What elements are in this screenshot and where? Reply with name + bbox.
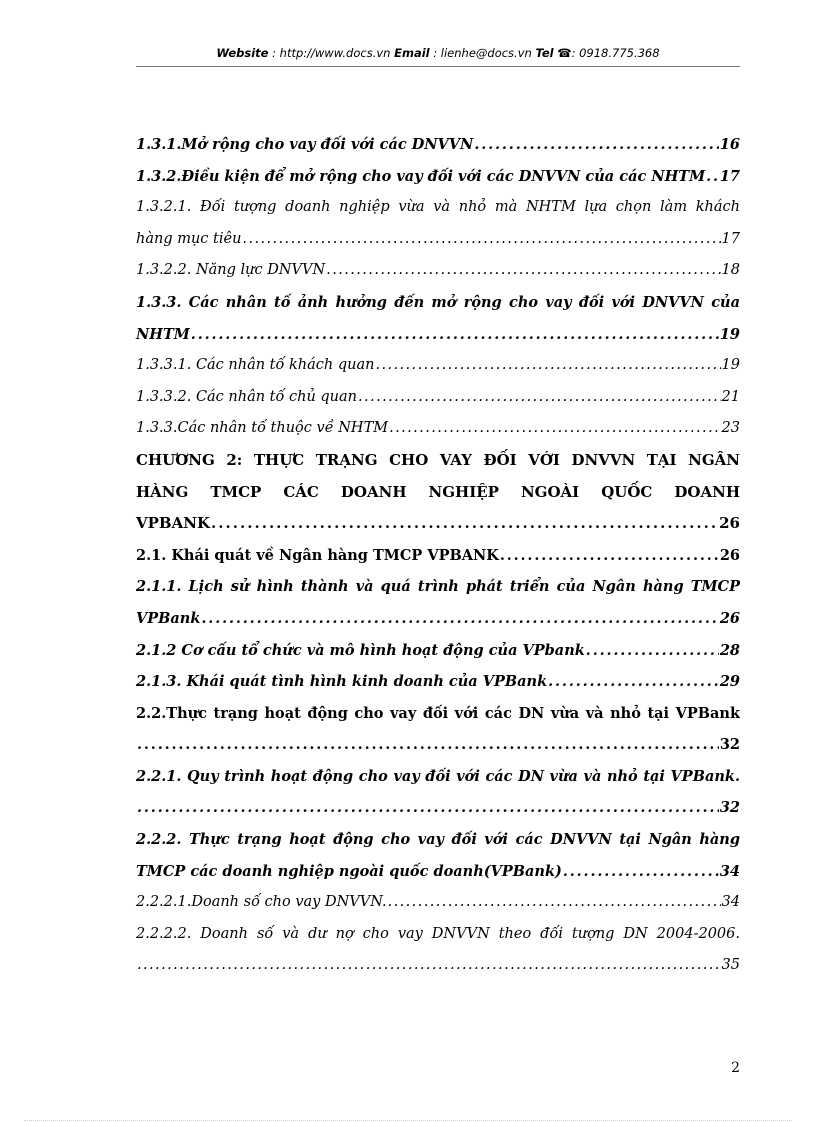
- toc-leader-dots: [191, 319, 719, 351]
- toc-entry[interactable]: [136, 161, 740, 193]
- toc-entry-title: VPBANK: [136, 514, 210, 533]
- toc-leader-dots: [137, 792, 719, 824]
- toc-entry-title: 2.1. Khái quát về Ngân hàng TMCP VPBANK: [136, 546, 499, 564]
- toc-page-number: 26: [719, 514, 740, 533]
- toc-entry-title: 1.3.3.2. Các nhân tố chủ quan: [136, 388, 358, 405]
- toc-entry[interactable]: 2.2.1. Quy trình hoạt động cho vay đối với các DN vừa và nhỏ tại VPBank.: [136, 767, 740, 785]
- email-label: Email: [394, 46, 430, 60]
- toc-entry-title: 1.3.2.2. Năng lực DNVVN: [136, 262, 326, 279]
- toc-entry[interactable]: [136, 666, 740, 698]
- toc-entry[interactable]: [136, 350, 740, 382]
- toc-entry[interactable]: 2.2.2.2. Doanh số và dư nợ cho vay DNVVN theo đối tượng DN 2004-2006.: [136, 925, 740, 942]
- toc-page-number: 32: [719, 736, 740, 754]
- toc-page-number: 16: [719, 136, 740, 153]
- toc-entry-title: VPBank: [136, 609, 201, 627]
- website-label: Website: [216, 46, 269, 60]
- toc-entry[interactable]: CHƯƠNG 2: THỰC TRẠNG CHO VAY ĐỐI VỚI DNVVN TẠI NGÂN: [136, 450, 740, 469]
- toc-leader-dots: [548, 666, 719, 698]
- toc-entry[interactable]: 1.3.2.1. Đối tượng doanh nghiệp vừa và nhỏ mà NHTM lựa chọn làm khách: [136, 199, 740, 216]
- toc-page-number: 19: [721, 357, 740, 374]
- header-rule: [136, 66, 740, 67]
- toc-page-number: 29: [719, 673, 740, 691]
- toc-page-number: 17: [719, 167, 740, 185]
- toc-entry[interactable]: [136, 224, 740, 256]
- toc-entry-title: 1.3.1.Mở rộng cho vay đối với các DNVVN: [136, 136, 474, 153]
- table-of-contents: [136, 129, 740, 982]
- toc-entry[interactable]: 1.3.3. Các nhân tố ảnh hưởng đến mở rộng cho vay đối với DNVVN của: [136, 293, 740, 311]
- toc-entry[interactable]: [136, 635, 740, 667]
- toc-leader-dots: [389, 413, 720, 445]
- toc-leader-dots: [563, 856, 719, 888]
- toc-leader-dots: [358, 382, 721, 414]
- toc-entry-title: 2.1.3. Khái quát tình hình kinh doanh của VPBank: [136, 673, 548, 691]
- website-url[interactable]: http://www.docs.vn: [279, 46, 391, 60]
- toc-leader-dots: [326, 255, 720, 287]
- toc-entry[interactable]: 2.2.2. Thực trạng hoạt động cho vay đối với các DNVVN tại Ngân hàng: [136, 831, 740, 849]
- toc-entry-title: NHTM: [136, 325, 190, 343]
- toc-leader-dots: [211, 508, 718, 540]
- toc-leader-dots: [500, 540, 719, 572]
- toc-leader-dots: [474, 129, 719, 161]
- toc-entry[interactable]: [136, 792, 740, 824]
- toc-entry-title: 2.2.2.1.Doanh số cho vay DNVVN.: [136, 894, 387, 911]
- toc-page-number: 26: [719, 609, 740, 627]
- toc-entry[interactable]: [136, 129, 740, 161]
- phone-icon: ☎: [557, 46, 572, 60]
- toc-entry[interactable]: 2.1.1. Lịch sử hình thành và quá trình phát triển của Ngân hàng TMCP: [136, 578, 740, 596]
- toc-leader-dots: [201, 603, 718, 635]
- toc-page-number: 28: [719, 641, 740, 659]
- toc-entry[interactable]: HÀNG TMCP CÁC DOANH NGHIỆP NGOÀI QUỐC DOANH: [136, 482, 740, 501]
- toc-leader-dots: [706, 161, 719, 193]
- toc-page-number: 34: [719, 862, 740, 880]
- toc-entry[interactable]: [136, 413, 740, 445]
- toc-entry-title: TMCP các doanh nghiệp ngoài quốc doanh(VPBank): [136, 862, 562, 880]
- toc-page-number: 18: [721, 262, 740, 279]
- toc-entry[interactable]: [136, 950, 740, 982]
- toc-entry[interactable]: [136, 508, 740, 540]
- toc-entry[interactable]: 2.2.Thực trạng hoạt động cho vay đối với các DN vừa và nhỏ tại VPBank: [136, 704, 740, 722]
- toc-entry-title: 1.3.2.Điều kiện để mở rộng cho vay đối với các DNVVN của các NHTM: [136, 167, 706, 185]
- toc-leader-dots: [586, 635, 719, 667]
- toc-leader-dots: [242, 224, 720, 256]
- toc-page-number: 19: [719, 325, 740, 343]
- tel-label: Tel: [535, 46, 554, 60]
- toc-entry[interactable]: [136, 255, 740, 287]
- toc-entry[interactable]: [136, 603, 740, 635]
- toc-entry[interactable]: [136, 540, 740, 572]
- toc-page-number: 26: [719, 546, 740, 564]
- footer-rule: [24, 1120, 792, 1121]
- toc-page-number: 21: [721, 388, 740, 405]
- toc-entry[interactable]: [136, 887, 740, 919]
- website-separator: :: [268, 46, 280, 60]
- toc-page-number: 34: [721, 894, 740, 911]
- email-address[interactable]: lienhe@docs.vn: [440, 46, 532, 60]
- toc-entry-title: 2.1.2 Cơ cấu tổ chức và mô hình hoạt động của VPbank: [136, 641, 585, 659]
- toc-entry[interactable]: [136, 382, 740, 414]
- toc-leader-dots: [137, 950, 721, 982]
- toc-entry[interactable]: [136, 856, 740, 888]
- page-number: 2: [731, 1060, 740, 1076]
- toc-entry-title: 1.3.3.Các nhân tố thuộc về NHTM: [136, 420, 389, 437]
- toc-leader-dots: [137, 729, 719, 761]
- tel-number: : 0918.775.368: [571, 46, 660, 60]
- toc-leader-dots: [375, 350, 720, 382]
- toc-entry[interactable]: [136, 729, 740, 761]
- email-separator: :: [429, 46, 441, 60]
- toc-page-number: 17: [721, 230, 740, 247]
- toc-entry[interactable]: [136, 319, 740, 351]
- toc-page-number: 35: [721, 957, 740, 974]
- toc-leader-dots: [388, 887, 721, 919]
- toc-entry-title: 1.3.3.1. Các nhân tố khách quan: [136, 357, 375, 374]
- page-header: [136, 46, 740, 60]
- toc-page-number: 32: [719, 799, 740, 817]
- toc-entry-title: hàng mục tiêu: [136, 230, 242, 247]
- toc-page-number: 23: [721, 420, 740, 437]
